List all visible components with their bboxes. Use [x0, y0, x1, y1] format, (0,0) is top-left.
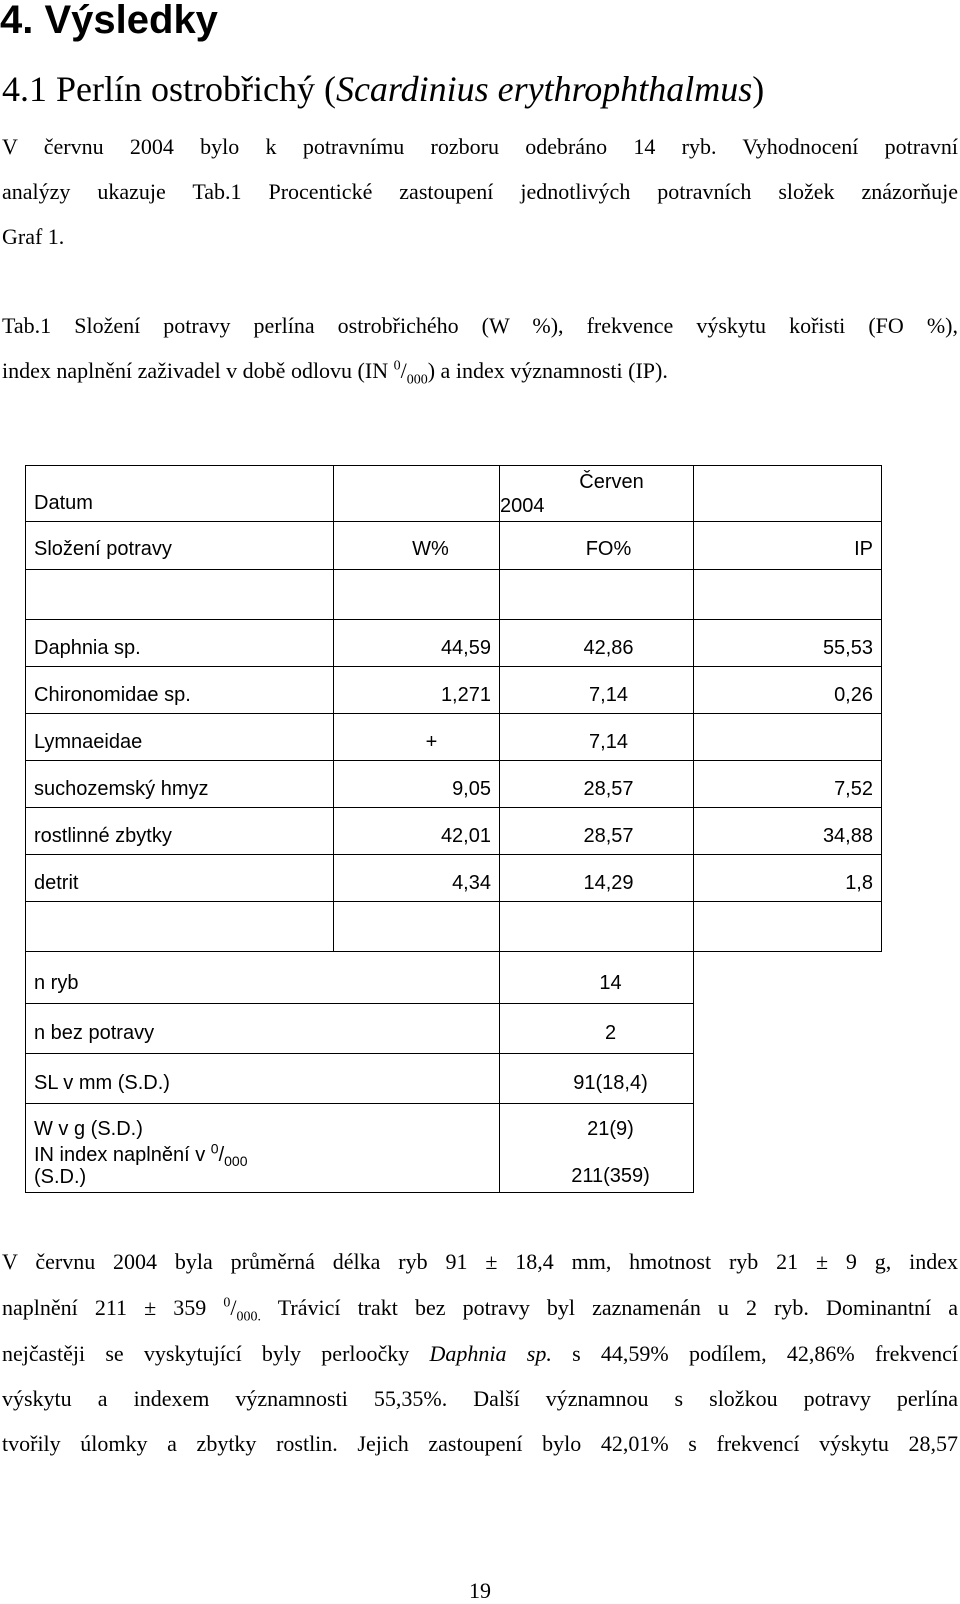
w-value: 44,59 [334, 620, 500, 667]
table-row [26, 1004, 882, 1054]
fo-value: 7,14 [500, 714, 694, 761]
summary-value: 2 [500, 1004, 694, 1054]
fo-value: 28,57 [500, 808, 694, 855]
summary-value: 91(18,4) [500, 1054, 694, 1104]
ip-value: 34,88 [694, 808, 882, 855]
caption-subscript: 000 [406, 372, 428, 388]
summary-value: 14 [500, 952, 694, 1004]
fo-value: 14,29 [500, 855, 694, 902]
food-name: rostlinné zbytky [26, 808, 334, 855]
caption-superscript: 0 [393, 358, 401, 374]
in-index-label [26, 1141, 500, 1193]
results-line-3-b: s 44,59% podílem, 42,86% frekvencí [551, 1341, 959, 1366]
diet-table [25, 465, 882, 1193]
summary-label: SL v mm (S.D.) [26, 1054, 500, 1104]
in-index-slash: / [218, 1144, 225, 1166]
table-row [26, 855, 882, 902]
summary-label: n ryb [26, 952, 500, 1004]
intro-line-3: Graf 1. [2, 224, 65, 249]
date-label: Datum [26, 466, 334, 522]
results-slash: / [230, 1295, 237, 1320]
in-index-sd: (S.D.) [34, 1166, 87, 1188]
caption-slash: / [400, 358, 407, 383]
w-value: + [334, 714, 500, 761]
ip-value: 1,8 [694, 855, 882, 902]
fo-header: FO% [500, 522, 694, 570]
food-name: Daphnia sp. [26, 620, 334, 667]
results-line-2-b: Trávicí trakt bez potravy byl zaznamenán u 2 ryb. Dominantní a [261, 1295, 958, 1320]
in-index-value: 211(359) [500, 1141, 694, 1193]
ip-value: 7,52 [694, 761, 882, 808]
table-caption-line-1: Tab.1 Složení potravy perlína ostrobřichého (W %), frekvence výskytu kořisti (FO %), [2, 313, 958, 338]
table-cell-empty [694, 466, 882, 522]
date-value [500, 466, 694, 522]
results-line-5: tvořily úlomky a zbytky rostlin. Jejich zastoupení bylo 42,01% s frekvencí výskytu 28,57 [2, 1431, 958, 1456]
table-row [26, 1054, 882, 1104]
ip-header: IP [694, 522, 882, 570]
table-cell-empty [694, 902, 882, 952]
w-value: 42,01 [334, 808, 500, 855]
table-row [26, 1141, 882, 1193]
table-caption-line-2 [2, 358, 958, 388]
intro-line-1: V červnu 2004 bylo k potravnímu rozboru odebráno 14 ryb. Vyhodnocení potravní [2, 134, 958, 159]
table-row [26, 466, 882, 522]
table-cell-empty [334, 902, 500, 952]
results-line-2-a: naplnění 211 ± 359 [2, 1295, 224, 1320]
table-row [26, 952, 882, 1004]
results-line-3-a: nejčastěji se vyskytující byly perloočky [2, 1341, 430, 1366]
table-cell-empty [26, 570, 334, 620]
in-index-label-line [34, 1140, 499, 1169]
w-header: W% [334, 522, 500, 570]
section-heading [2, 68, 764, 110]
ip-value: 55,53 [694, 620, 882, 667]
section-heading-prefix: 4.1 Perlín ostrobřichý ( [2, 69, 336, 109]
table-row [26, 808, 882, 855]
date-year: 2004 [500, 494, 545, 517]
w-value: 1,271 [334, 667, 500, 714]
section-heading-suffix: ) [752, 69, 765, 109]
food-name: suchozemský hmyz [26, 761, 334, 808]
date-month: Červen [579, 470, 644, 493]
results-line-2 [2, 1295, 958, 1325]
ip-value [694, 714, 882, 761]
fo-value: 7,14 [500, 667, 694, 714]
table-row [26, 522, 882, 570]
section-heading-latin: Scardinius erythrophthalmus [335, 69, 753, 109]
results-line-3-italic: Daphnia sp. [429, 1341, 552, 1366]
table-cell-empty [500, 570, 694, 620]
in-index-superscript: 0 [210, 1140, 219, 1157]
results-subscript: 000. [236, 1309, 262, 1325]
summary-label: W v g (S.D.) [26, 1104, 500, 1141]
table-row [26, 570, 882, 620]
summary-label: n bez potravy [26, 1004, 500, 1054]
table-cell-empty [334, 466, 500, 522]
results-superscript: 0 [223, 1295, 231, 1311]
intro-line-2: analýzy ukazuje Tab.1 Procentické zastoupení jednotlivých potravních složek znázorňuje [2, 179, 958, 204]
caption-text-a: index naplnění zaživadel v době odlovu (IN [2, 358, 394, 383]
fo-value: 42,86 [500, 620, 694, 667]
table-row [26, 902, 882, 952]
table-row [26, 761, 882, 808]
caption-text-b: ) a index významnosti (IP). [427, 358, 668, 383]
in-index-subscript: 000 [224, 1153, 248, 1169]
ip-value: 0,26 [694, 667, 882, 714]
table-cell-empty [500, 902, 694, 952]
food-name: Chironomidae sp. [26, 667, 334, 714]
table-cell-empty [334, 570, 500, 620]
food-name: detrit [26, 855, 334, 902]
fo-value: 28,57 [500, 761, 694, 808]
summary-value: 21(9) [500, 1104, 694, 1141]
results-line-4: výskytu a indexem významnosti 55,35%. Další významnou s složkou potravy perlína [2, 1386, 958, 1411]
table-row [26, 620, 882, 667]
chapter-heading: 4. Výsledky [0, 0, 218, 42]
table-cell-empty [694, 570, 882, 620]
w-value: 9,05 [334, 761, 500, 808]
food-name: Lymnaeidae [26, 714, 334, 761]
table-row [26, 714, 882, 761]
results-line-1: V červnu 2004 byla průměrná délka ryb 91 ± 18,4 mm, hmotnost ryb 21 ± 9 g, index [2, 1249, 958, 1274]
results-line-3 [2, 1341, 958, 1367]
in-index-label-text: IN index naplnění v [34, 1144, 211, 1166]
composition-header: Složení potravy [26, 522, 334, 570]
w-value: 4,34 [334, 855, 500, 902]
page-number: 19 [469, 1578, 491, 1603]
table-row [26, 667, 882, 714]
table-row [26, 1104, 882, 1141]
table-cell-empty [26, 902, 334, 952]
